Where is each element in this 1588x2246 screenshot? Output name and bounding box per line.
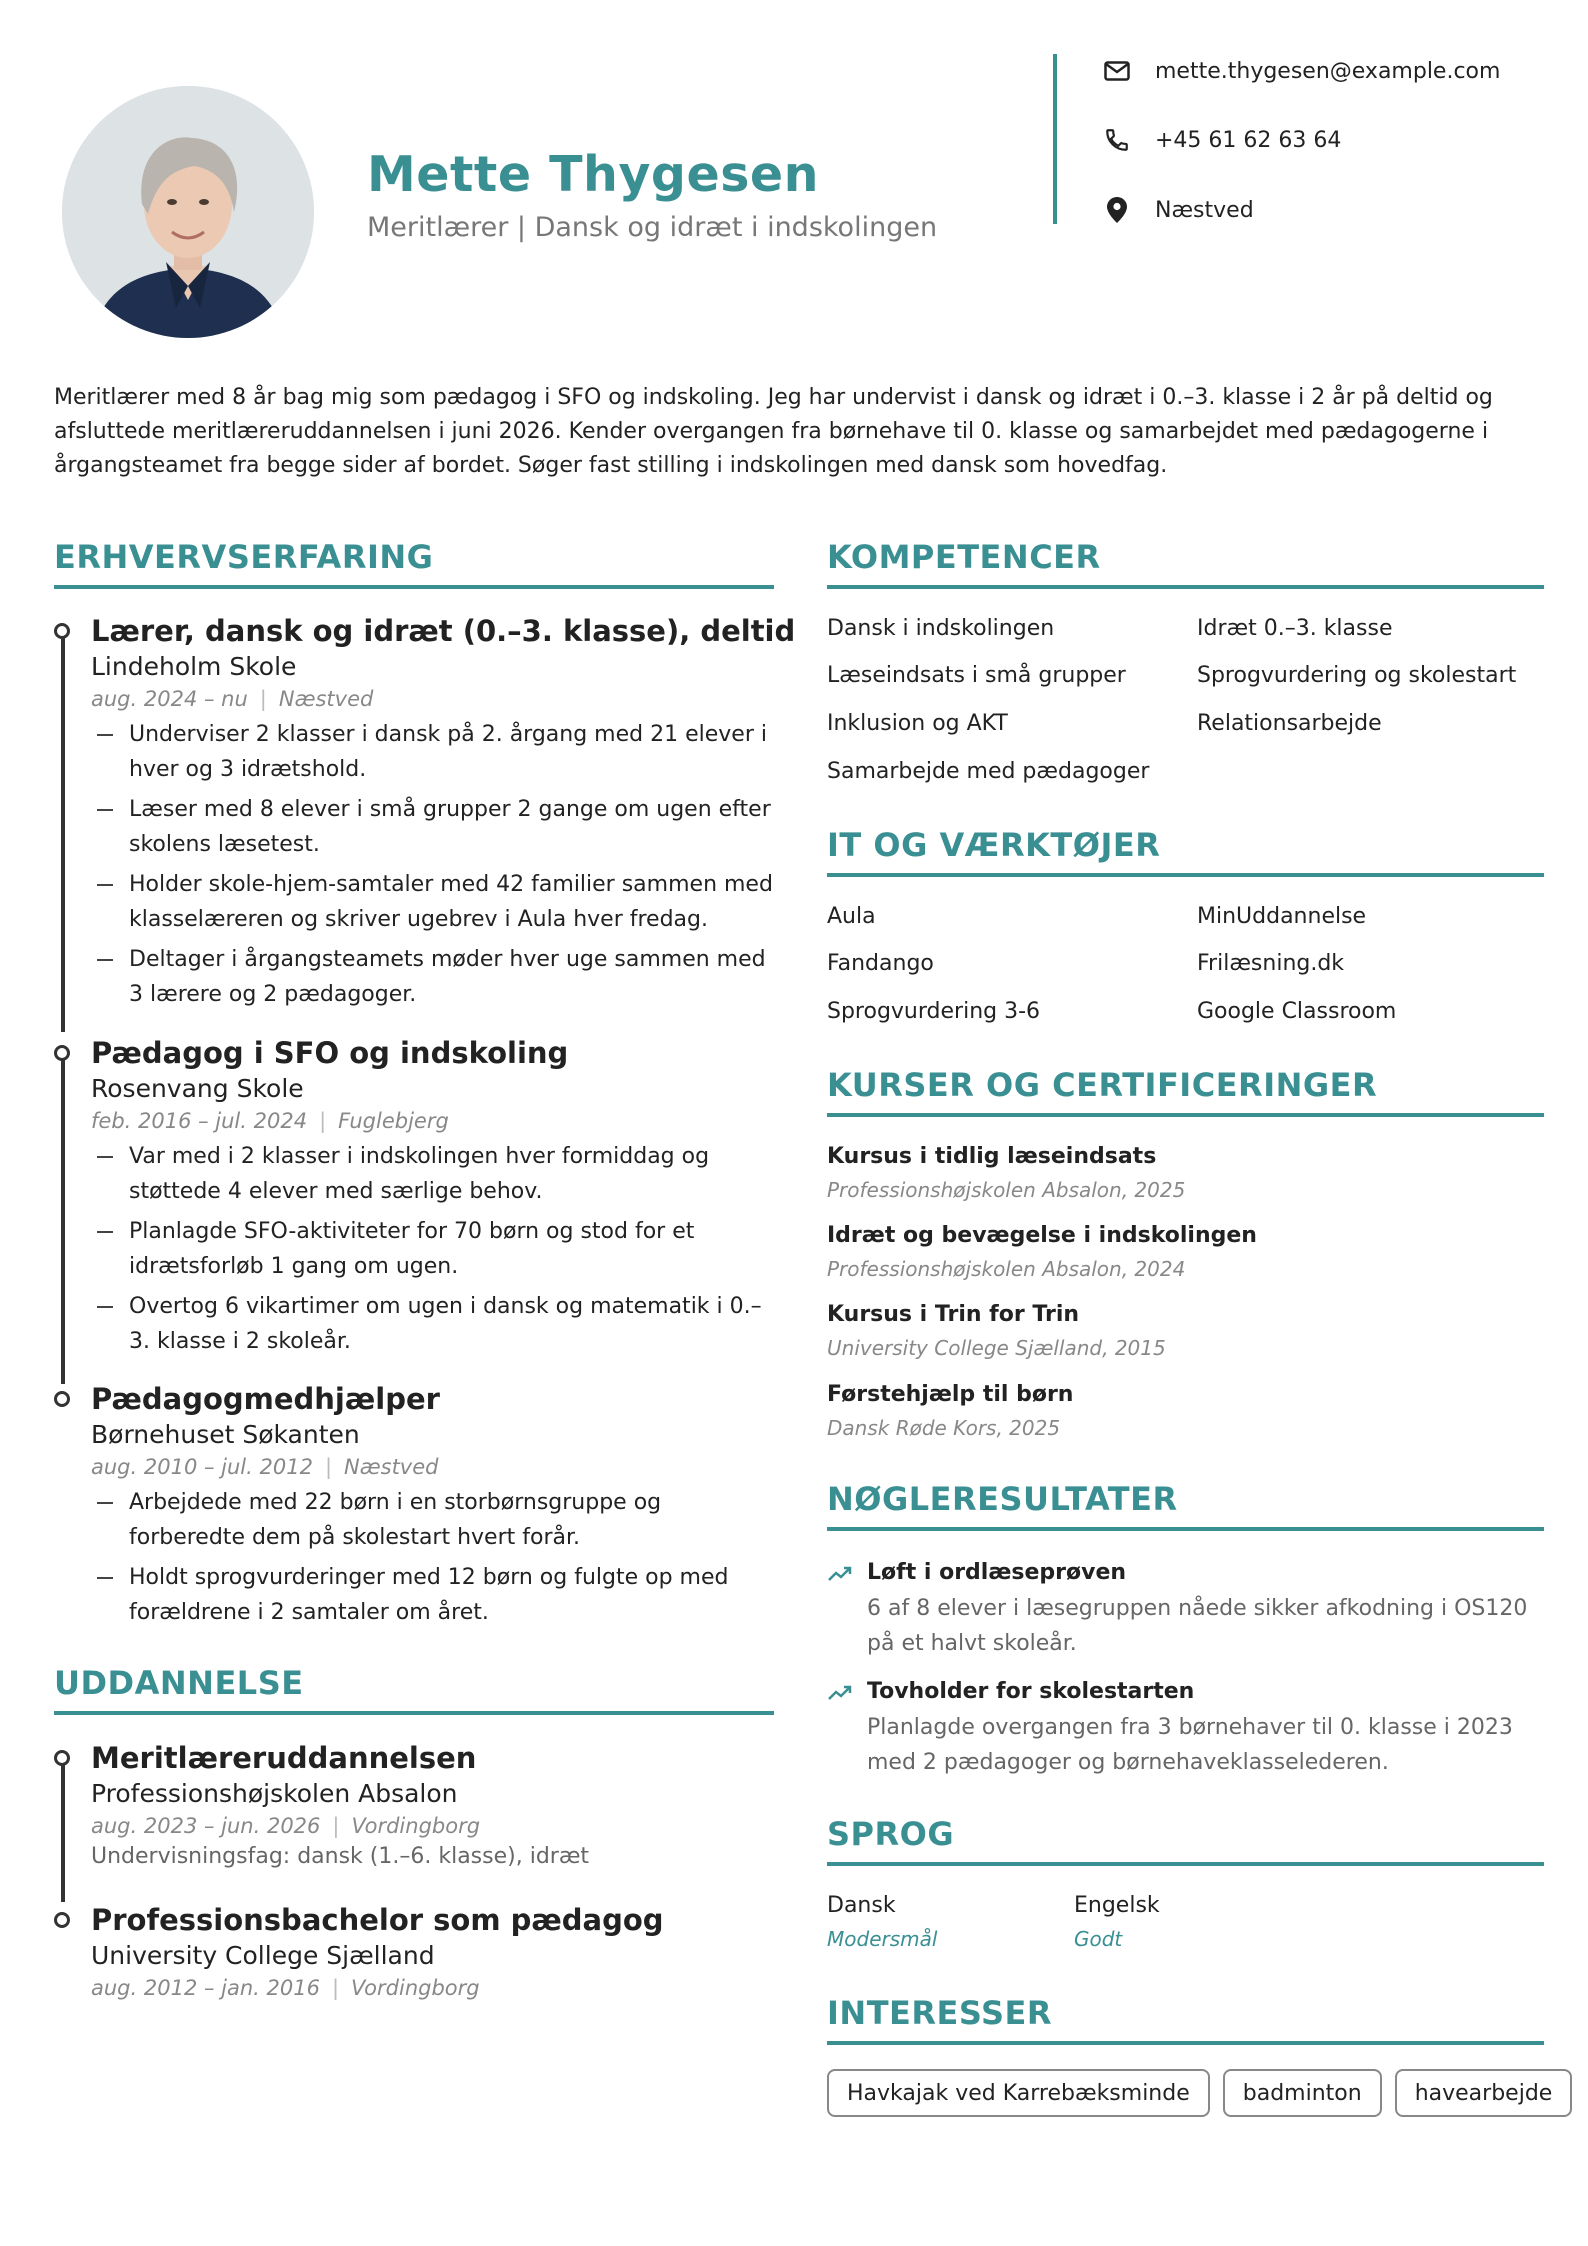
interest-tag: Havkajak ved Karrebæksminde	[827, 2069, 1210, 2117]
job-title: Pædagog i SFO og indskoling	[91, 1036, 569, 1070]
section-rule	[827, 873, 1544, 877]
course-meta: University College Sjælland, 2015	[827, 1336, 1166, 1360]
job-meta	[91, 1453, 438, 1481]
skill-item: Relationsarbejde	[1197, 711, 1382, 736]
list-item: Deltager i årgangsteamets møder hver uge sammen med 3 lærere og 2 pædagoger.	[91, 942, 774, 1012]
course-name: Kursus i tidlig læseindsats	[827, 1144, 1157, 1169]
skill-item: Sprogvurdering og skolestart	[1197, 663, 1517, 688]
skill-item: Idræt 0.–3. klasse	[1197, 616, 1393, 641]
course-meta: Dansk Røde Kors, 2025	[827, 1416, 1061, 1440]
tool-item: Google Classroom	[1197, 999, 1397, 1024]
education-section-header	[54, 1663, 774, 1715]
education-note: Undervisningsfag: dansk (1.–6. klasse), idræt	[91, 1844, 590, 1869]
job-meta	[91, 685, 373, 713]
phone-text[interactable]: +45 61 62 63 64	[1155, 127, 1342, 153]
interests-heading: INTERESSER	[827, 1994, 1053, 2032]
interest-tag: badminton	[1223, 2069, 1382, 2117]
language-name: Engelsk	[1074, 1893, 1160, 1918]
timeline-line	[61, 1059, 65, 1384]
contact-email[interactable]	[1103, 51, 1500, 91]
results-heading: NØGLERESULTATER	[827, 1480, 1178, 1518]
location-pin-icon	[1103, 196, 1131, 224]
education-meta	[91, 1974, 480, 2002]
contact-location	[1103, 190, 1254, 230]
skills-heading: KOMPETENCER	[827, 538, 1101, 576]
course-meta: Professionshøjskolen Absalon, 2024	[827, 1257, 1186, 1281]
job-location: Næstved	[278, 687, 374, 711]
job-meta	[91, 1107, 449, 1135]
contact-phone[interactable]	[1103, 120, 1341, 160]
meta-separator: |	[259, 687, 267, 711]
education-dates: aug. 2023 – jun. 2026	[91, 1814, 321, 1838]
languages-section-header	[827, 1814, 1544, 1866]
candidate-name: Mette Thygesen	[367, 146, 819, 203]
tool-item: Aula	[827, 904, 876, 929]
list-item: Planlagde SFO-aktiviteter for 70 børn og stod for et idrætsforløb 1 gang om ugen.	[91, 1214, 774, 1284]
job-dates: aug. 2024 – nu	[91, 687, 248, 711]
timeline-dot	[54, 1750, 70, 1766]
results-section-header	[827, 1479, 1544, 1531]
profile-summary: Meritlærer med 8 år bag mig som pædagog i SFO og indskoling. Jeg har undervist i dansk og idræt i 0.–3. klasse i 2 år på deltid og afsluttede meritlæreruddannelsen i juni 2026. Kender overgangen fra børnehave til 0. klasse og samarbejdet med pædagogerne i årgangsteamet fra begge sider af bordet. Søger fast stilling i indskolingen med dansk som hovedfag.	[54, 385, 1493, 478]
course-name: Førstehjælp til børn	[827, 1382, 1074, 1407]
job-location: Fuglebjerg	[338, 1109, 449, 1133]
section-rule	[827, 1113, 1544, 1117]
employer: Lindeholm Skole	[91, 652, 297, 681]
course-name: Idræt og bevægelse i indskolingen	[827, 1223, 1257, 1248]
list-item: Overtog 6 vikartimer om ugen i dansk og matematik i 0.–3. klasse i 2 skoleår.	[91, 1289, 774, 1359]
interest-tag: havearbejde	[1395, 2069, 1573, 2117]
degree-title: Meritlæreruddannelsen	[91, 1741, 477, 1775]
language-level: Godt	[1074, 1927, 1123, 1951]
list-item: Var med i 2 klasser i indskolingen hver formiddag og støttede 4 elever med særlige behov.	[91, 1139, 774, 1209]
meta-separator: |	[319, 1109, 327, 1133]
school: University College Sjælland	[91, 1941, 435, 1970]
email-icon	[1103, 57, 1131, 85]
languages-heading: SPROG	[827, 1815, 955, 1853]
interests-section-header	[827, 1993, 1544, 2045]
skills-section-header	[827, 537, 1544, 589]
timeline-dot	[54, 1912, 70, 1928]
section-rule	[54, 585, 774, 589]
interest-tags	[827, 2069, 1572, 2117]
section-rule	[827, 1527, 1544, 1531]
language-level: Modersmål	[827, 1927, 938, 1951]
meta-separator: |	[332, 1814, 340, 1838]
meta-separator: |	[331, 1976, 340, 2000]
courses-section-header	[827, 1065, 1544, 1117]
courses-heading: KURSER OG CERTIFICERINGER	[827, 1066, 1378, 1104]
course-name: Kursus i Trin for Trin	[827, 1302, 1080, 1327]
section-rule	[827, 585, 1544, 589]
job-dates: aug. 2010 – jul. 2012	[91, 1455, 313, 1479]
job-bullets	[91, 717, 774, 1017]
school: Professionshøjskolen Absalon	[91, 1779, 458, 1808]
employer: Rosenvang Skole	[91, 1074, 304, 1103]
section-rule	[827, 2041, 1544, 2045]
skill-item: Samarbejde med pædagoger	[827, 759, 1150, 784]
timeline-dot	[54, 623, 70, 639]
job-bullets	[91, 1485, 774, 1635]
header-divider	[1053, 54, 1057, 224]
skill-item: Læseindsats i små grupper	[827, 663, 1126, 688]
experience-heading: ERHVERVSERFARING	[54, 538, 434, 576]
list-item: Holder skole-hjem-samtaler med 42 familier sammen med klasselæreren og skriver ugebrev i Aula hver fredag.	[91, 867, 774, 937]
tool-item: Frilæsning.dk	[1197, 951, 1345, 976]
location-text: Næstved	[1155, 197, 1254, 223]
result-description: 6 af 8 elever i læsegruppen nåede sikker afkodning i OS120 på et halvt skoleår.	[867, 1596, 1528, 1656]
skill-item: Dansk i indskolingen	[827, 616, 1055, 641]
degree-title: Professionsbachelor som pædagog	[91, 1903, 664, 1937]
result-title: Løft i ordlæseprøven	[867, 1560, 1127, 1585]
education-location: Vordingborg	[351, 1814, 481, 1838]
education-meta	[91, 1812, 480, 1840]
timeline-dot	[54, 1045, 70, 1061]
result-description: Planlagde overgangen fra 3 børnehaver til 0. klasse i 2023 med 2 pædagoger og børnehaveklasselederen.	[867, 1715, 1513, 1775]
education-location: Vordingborg	[351, 1976, 480, 2000]
tool-item: Sprogvurdering 3-6	[827, 999, 1041, 1024]
list-item: Læser med 8 elever i små grupper 2 gange om ugen efter skolens læsetest.	[91, 792, 774, 862]
headline: Meritlærer | Dansk og idræt i indskolingen	[367, 212, 938, 243]
timeline-line	[61, 1764, 65, 1902]
tools-section-header	[827, 825, 1544, 877]
tools-heading: IT OG VÆRKTØJER	[827, 826, 1161, 864]
job-title: Pædagogmedhjælper	[91, 1382, 440, 1416]
section-rule	[54, 1711, 774, 1715]
employer: Børnehuset Søkanten	[91, 1420, 360, 1449]
education-heading: UDDANNELSE	[54, 1664, 304, 1702]
phone-icon	[1103, 126, 1131, 154]
timeline-dot	[54, 1391, 70, 1407]
section-rule	[827, 1862, 1544, 1866]
list-item: Holdt sprogvurderinger med 12 børn og fulgte op med forældrene i 2 samtaler om året.	[91, 1560, 774, 1630]
job-bullets	[91, 1139, 774, 1364]
trending-up-icon	[827, 1683, 853, 1703]
result-title: Tovholder for skolestarten	[867, 1679, 1195, 1704]
language-name: Dansk	[827, 1893, 896, 1918]
job-dates: feb. 2016 – jul. 2024	[91, 1109, 308, 1133]
meta-separator: |	[324, 1455, 333, 1479]
job-location: Næstved	[344, 1455, 439, 1479]
experience-section-header	[54, 537, 774, 589]
profile-photo	[62, 86, 314, 338]
email-text[interactable]: mette.thygesen@example.com	[1155, 58, 1501, 84]
list-item: Arbejdede med 22 børn i en storbørnsgruppe og forberedte dem på skolestart hvert forår.	[91, 1485, 774, 1555]
timeline-line	[61, 637, 65, 1032]
tool-item: Fandango	[827, 951, 934, 976]
skill-item: Inklusion og AKT	[827, 711, 1008, 736]
education-dates: aug. 2012 – jan. 2016	[91, 1976, 320, 2000]
course-meta: Professionshøjskolen Absalon, 2025	[827, 1178, 1186, 1202]
trending-up-icon	[827, 1564, 853, 1584]
job-title: Lærer, dansk og idræt (0.–3. klasse), deltid	[91, 614, 796, 648]
tool-item: MinUddannelse	[1197, 904, 1367, 929]
list-item: Underviser 2 klasser i dansk på 2. årgang med 21 elever i hver og 3 idrætshold.	[91, 717, 774, 787]
